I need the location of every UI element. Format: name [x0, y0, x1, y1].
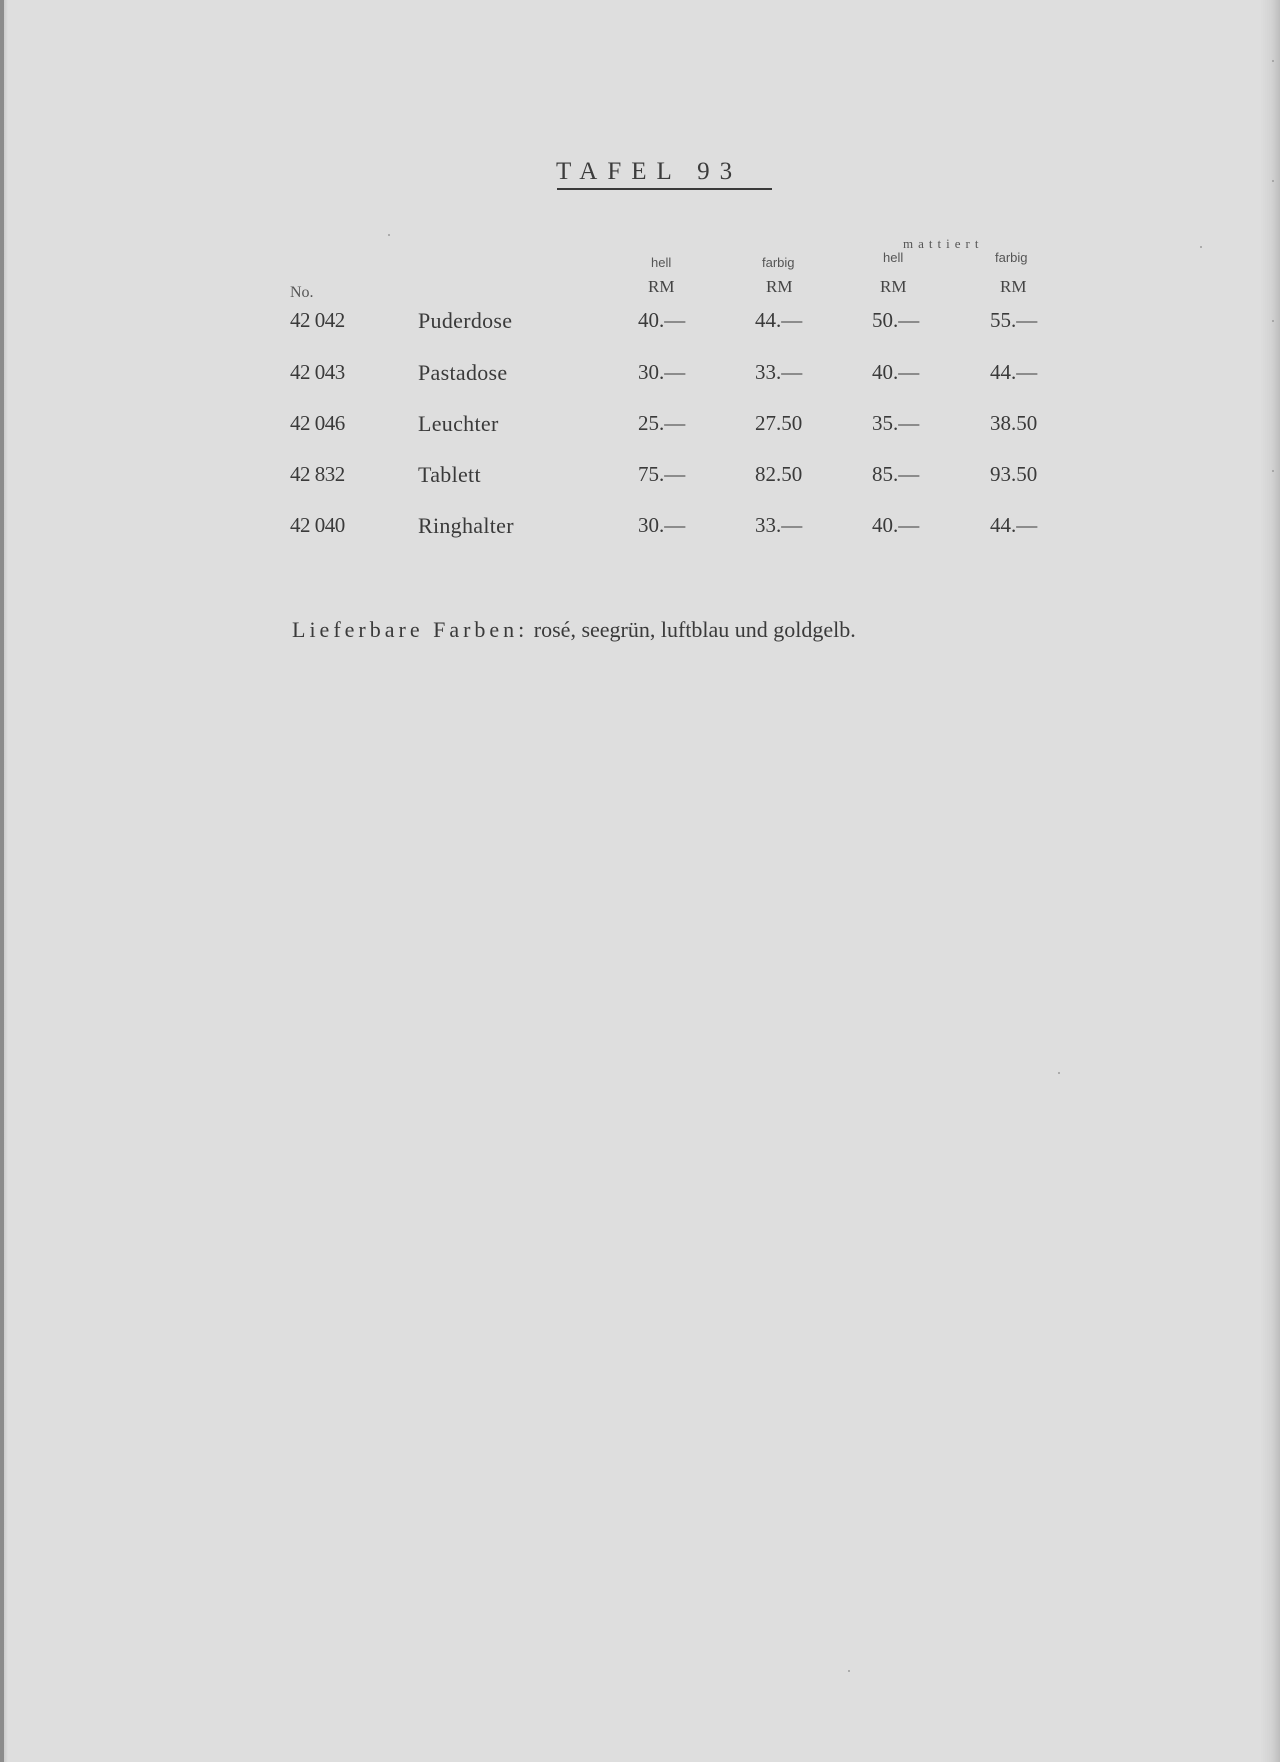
column-subhead-farbig: farbig — [762, 255, 795, 270]
table-row — [0, 513, 1280, 553]
price-farbig: 44.— — [755, 308, 803, 332]
column-currency-1: RM — [648, 277, 675, 296]
price-hell: 30.— — [638, 360, 686, 384]
item-name: Ringhalter — [418, 513, 514, 538]
scan-speck — [388, 234, 390, 236]
column-subhead-hell: hell — [651, 255, 672, 270]
price-mattiert-hell: 85.— — [872, 462, 920, 486]
scan-speck — [848, 1670, 850, 1672]
item-number: 42 043 — [290, 360, 345, 384]
available-colors-label: Lieferbare Farben: — [292, 617, 529, 642]
price-mattiert-hell: 40.— — [872, 513, 920, 537]
scan-speck — [1272, 180, 1274, 182]
available-colors-note — [292, 617, 856, 643]
table-row — [0, 308, 1280, 348]
table-row — [0, 360, 1280, 400]
column-currency-4: RM — [1000, 277, 1027, 296]
price-mattiert-farbig: 44.— — [990, 360, 1038, 384]
price-mattiert-farbig: 44.— — [990, 513, 1038, 537]
price-farbig: 82.50 — [755, 462, 803, 486]
column-currency-2: RM — [766, 277, 793, 296]
scan-speck — [1272, 60, 1274, 62]
price-hell: 75.— — [638, 462, 686, 486]
column-currency-3: RM — [880, 277, 907, 296]
price-mattiert-hell: 50.— — [872, 308, 920, 332]
price-mattiert-farbig: 38.50 — [990, 411, 1038, 435]
page-title: TAFEL 93 — [556, 158, 743, 185]
scan-speck — [1058, 1072, 1060, 1074]
scan-speck — [1200, 246, 1202, 248]
price-mattiert-hell: 40.— — [872, 360, 920, 384]
available-colors-list: rosé, seegrün, luftblau und goldgelb. — [533, 617, 856, 642]
table-row — [0, 462, 1280, 502]
item-name: Tablett — [418, 462, 481, 487]
item-number: 42 042 — [290, 308, 345, 332]
price-farbig: 33.— — [755, 360, 803, 384]
price-hell: 25.— — [638, 411, 686, 435]
scan-speck — [1272, 470, 1274, 472]
column-group-label-mattiert: mattiert — [903, 236, 984, 251]
item-name: Leuchter — [418, 411, 499, 436]
price-farbig: 33.— — [755, 513, 803, 537]
column-subhead-mattiert-farbig: farbig — [995, 250, 1028, 265]
price-mattiert-farbig: 93.50 — [990, 462, 1038, 486]
price-mattiert-hell: 35.— — [872, 411, 920, 435]
table-row — [0, 411, 1280, 451]
title-underline — [557, 188, 772, 190]
column-header-no: No. — [290, 284, 314, 301]
item-name: Puderdose — [418, 308, 513, 333]
price-farbig: 27.50 — [755, 411, 803, 435]
scan-speck — [1272, 320, 1274, 322]
price-hell: 30.— — [638, 513, 686, 537]
column-subhead-mattiert-hell: hell — [883, 250, 904, 265]
price-hell: 40.— — [638, 308, 686, 332]
item-number: 42 046 — [290, 411, 345, 435]
page-edge-shadow — [0, 0, 4, 1762]
item-number: 42 040 — [290, 513, 345, 537]
price-mattiert-farbig: 55.— — [990, 308, 1038, 332]
item-name: Pastadose — [418, 360, 508, 385]
item-number: 42 832 — [290, 462, 345, 486]
